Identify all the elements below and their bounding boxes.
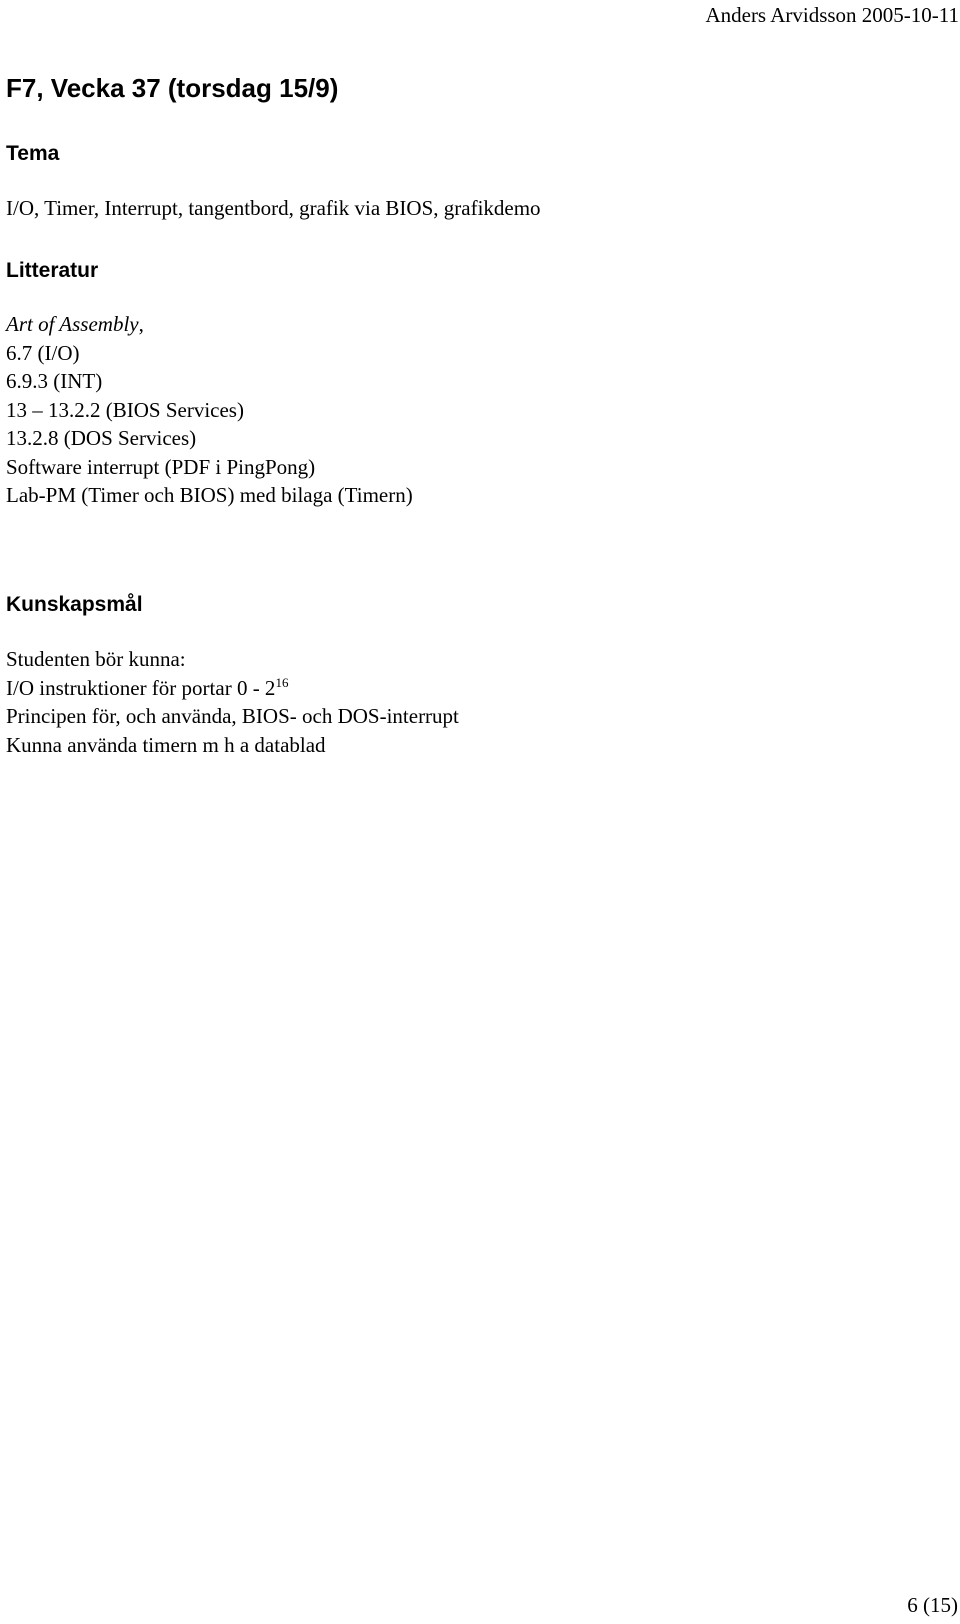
section-heading-tema: Tema: [6, 142, 60, 165]
io-line-exponent: 16: [275, 674, 289, 690]
list-item: 13.2.8 (DOS Services): [6, 426, 197, 450]
list-item: Studenten bör kunna:: [6, 647, 186, 671]
list-item: [6, 310, 413, 339]
list-item: Principen för, och använda, BIOS- och DOS-interrupt: [6, 704, 459, 728]
page-number: 6 (15): [907, 1593, 958, 1617]
list-item: [6, 674, 459, 703]
list-item: Kunna använda timern m h a datablad: [6, 732, 326, 757]
tema-text: I/O, Timer, Interrupt, tangentbord, grafik via BIOS, grafikdemo: [6, 196, 541, 220]
list-item: Software interrupt (PDF i PingPong): [6, 454, 316, 479]
list-item: 6.9.3 (INT): [6, 369, 103, 393]
litteratur-list: [6, 310, 413, 510]
list-item: 13 – 13.2.2 (BIOS Services): [6, 397, 244, 422]
section-heading-kunskapsmal: Kunskapsmål: [6, 593, 143, 616]
kunskapsmal-list: [6, 645, 459, 759]
section-heading-litteratur: Litteratur: [6, 259, 99, 282]
io-line-text: I/O instruktioner för portar 0 - 2: [6, 675, 276, 700]
list-item: 6.7 (I/O): [6, 340, 80, 365]
page-header-author-date: Anders Arvidsson 2005-10-11: [705, 3, 959, 27]
book-title-suffix: ,: [138, 312, 144, 336]
book-title: Art of Assembly: [6, 312, 139, 336]
document-title: F7, Vecka 37 (torsdag 15/9): [6, 73, 339, 103]
list-item: Lab-PM (Timer och BIOS) med bilaga (Timern): [6, 483, 413, 507]
